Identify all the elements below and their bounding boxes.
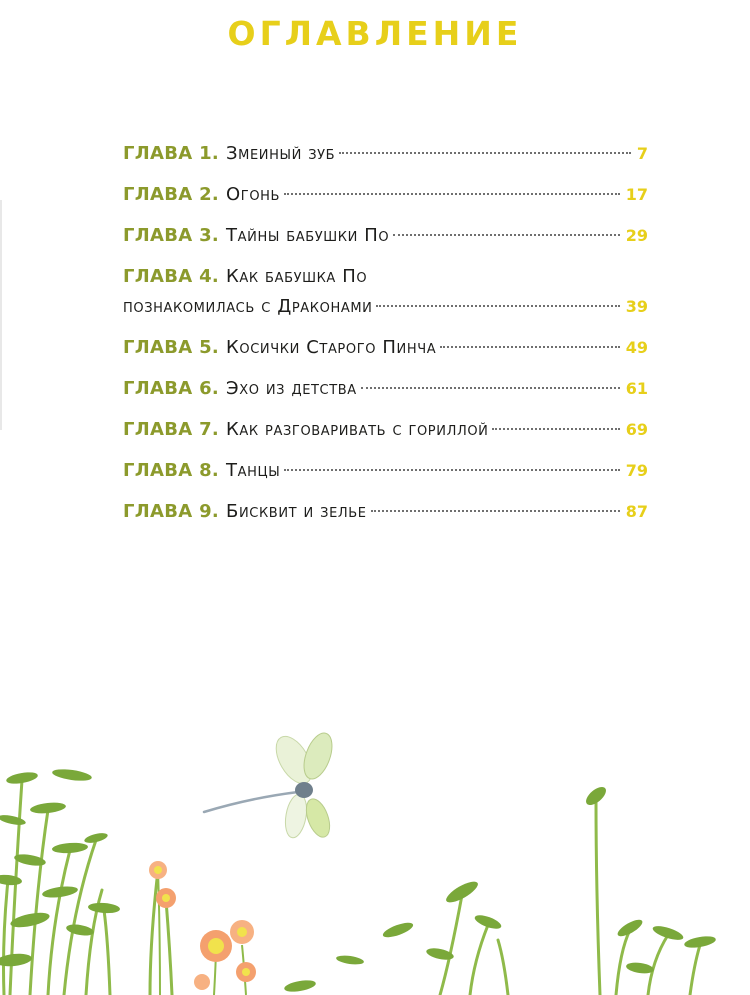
page-number: 69 [625,420,648,439]
chapter-title: Эхо из детства [226,378,357,399]
chapter-title: Как разговаривать с гориллой [226,419,489,440]
chapter-title: Огонь [226,184,281,205]
toc-entry-8[interactable] [123,456,648,486]
toc-entry-6[interactable] [123,374,648,404]
chapter-title: Танцы [226,460,281,481]
chapter-label: ГЛАВА 6. [123,378,220,399]
toc-entry-4[interactable] [123,262,648,322]
dot-leader [376,305,619,307]
chapter-label: ГЛАВА 9. [123,501,220,522]
page-number: 61 [625,379,648,398]
dot-leader [339,152,631,154]
page-number: 39 [625,297,648,316]
page-title: ОГЛАВЛЕНИЕ [227,14,523,53]
chapter-title: Змеиный зуб [226,143,336,164]
toc-entry-9[interactable] [123,497,648,527]
chapter-title: Косички Старого Пинча [226,337,437,358]
toc-entry-5[interactable] [123,333,648,363]
flowers [149,861,256,995]
page-number: 79 [625,461,648,480]
toc-entry-3[interactable] [123,221,648,251]
toc-entry-2[interactable] [123,180,648,210]
chapter-label: ГЛАВА 8. [123,460,220,481]
chapter-label: ГЛАВА 4. [123,266,220,287]
chapter-title: Бисквит и зелье [226,501,367,522]
dot-leader [284,193,620,195]
page-number: 29 [625,226,648,245]
table-of-contents [123,139,648,538]
dot-leader [361,387,620,389]
dot-leader [371,510,620,512]
toc-entry-1[interactable] [123,139,648,169]
chapter-title: Тайны бабушки По [226,225,390,246]
page-number: 49 [625,338,648,357]
page-number: 87 [625,502,648,521]
chapter-label: ГЛАВА 7. [123,419,220,440]
dot-leader [440,346,620,348]
page-number: 17 [625,185,648,204]
chapter-label: ГЛАВА 5. [123,337,220,358]
chapter-title-line-2: познакомилась с Драконами [123,296,373,317]
chapter-title-line-1: Как бабушка По [226,266,368,287]
meadow-illustration [0,720,750,995]
chapter-label: ГЛАВА 2. [123,184,220,205]
chapter-label: ГЛАВА 1. [123,143,220,164]
chapter-label: ГЛАВА 3. [123,225,220,246]
page-number: 7 [636,144,648,163]
dot-leader [393,234,620,236]
page-edge-shadow [0,200,2,430]
dragonfly-icon [204,729,337,840]
dot-leader [284,469,619,471]
dot-leader [492,428,619,430]
toc-entry-7[interactable] [123,415,648,445]
